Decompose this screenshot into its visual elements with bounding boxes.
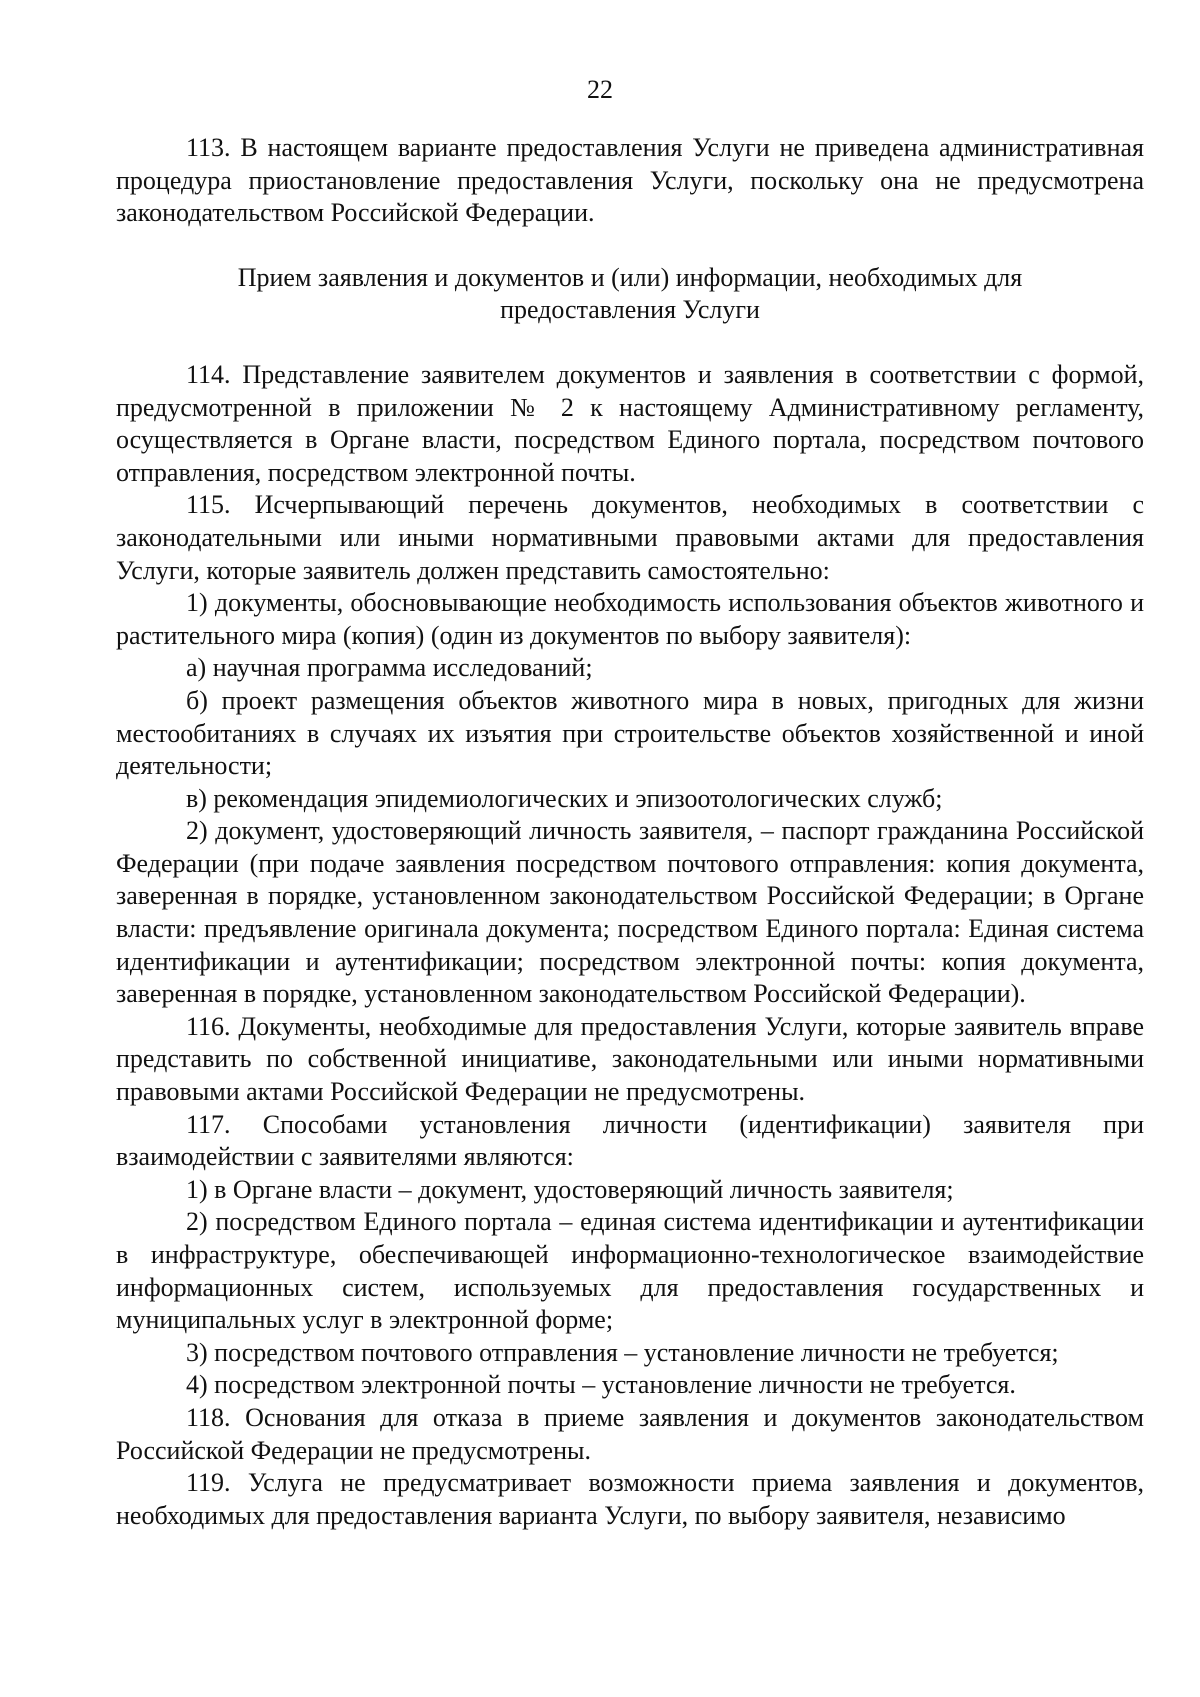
paragraph-115-item-1a: а) научная программа исследований; <box>186 653 593 683</box>
paragraph-114: 114. Представление заявителем документов и заявления в соответствии с формой, предусмотренной в приложении № 2 к настоящему Административному регламенту, осуществляется в Органе власти, посредством Единого портала, посредством почтового отправления, посредством электронной почты. <box>116 359 1144 487</box>
paragraph-115-item-1v: в) рекомендация эпидемиологических и эпизоотологических служб; <box>186 783 943 813</box>
paragraph-117-item-3: 3) посредством почтового отправления – установление личности не требуется; <box>186 1337 1059 1367</box>
paragraph-118: 118. Основания для отказа в приеме заявления и документов законодательством Российской Федерации не предусмотрены. <box>116 1402 1144 1465</box>
paragraph-117-item-2: 2) посредством Единого портала – единая система идентификации и аутентификации в инфраструктуре, обеспечивающей информационно-технологическое взаимодействие информационных систем, используемых для предоставления государственных и муниципальных услуг в электронной форме; <box>116 1207 1144 1335</box>
paragraph-115: 115. Исчерпывающий перечень документов, необходимых в соответствии с законодательными или иными нормативными правовыми актами для предоставления Услуги, которые заявитель должен представить самостоятельно: <box>116 490 1144 585</box>
section-heading-line-2: предоставления Услуги <box>500 295 760 325</box>
paragraph-113: 113. В настоящем варианте предоставления Услуги не приведена административная процедура приостановление предоставления Услуги, поскольку она не предусмотрена законодательством Российской Федерации. <box>116 133 1144 228</box>
paragraph-119: 119. Услуга не предусматривает возможности приема заявления и документов, необходимых для предоставления варианта Услуги, по выбору заявителя, независимо <box>116 1468 1144 1530</box>
section-heading-line-1: Прием заявления и документов и (или) информации, необходимых для <box>237 262 1023 292</box>
paragraph-115-item-1b: б) проект размещения объектов животного мира в новых, пригодных для жизни местообитаниях в случаях их изъятия при строительстве объектов хозяйственной и иной деятельности; <box>116 685 1144 781</box>
paragraph-115-item-2: 2) документ, удостоверяющий личность заявителя, – паспорт гражданина Российской Федерации (при подаче заявления посредством почтового отправления: копия документа, заверенная в порядке, установленном законодательством Российской Федерации; в Органе власти: предъявление оригинала документа; посредством Единого портала: Единая система идентификации и аутентификации; посредством электронной почты: копия документа, заверенная в порядке, установленном законодательством Российской Федерации). <box>116 816 1144 1009</box>
paragraph-117-item-1: 1) в Органе власти – документ, удостоверяющий личность заявителя; <box>186 1174 954 1204</box>
page-number: 22 <box>587 75 613 104</box>
paragraph-116: 116. Документы, необходимые для предоставления Услуги, которые заявитель вправе представить по собственной инициативе, законодательными или иными нормативными правовыми актами Российской Федерации не предусмотрены. <box>116 1011 1144 1107</box>
paragraph-117: 117. Способами установления личности (идентификации) заявителя при взаимодействии с заявителями являются: <box>116 1109 1144 1172</box>
document-body <box>116 132 1144 1532</box>
paragraph-117-item-4: 4) посредством электронной почты – установление личности не требуется. <box>186 1370 1016 1400</box>
paragraph-115-item-1: 1) документы, обосновывающие необходимость использования объектов животного и растительного мира (копия) (один из документов по выбору заявителя): <box>116 588 1144 650</box>
section-heading <box>116 262 1144 327</box>
